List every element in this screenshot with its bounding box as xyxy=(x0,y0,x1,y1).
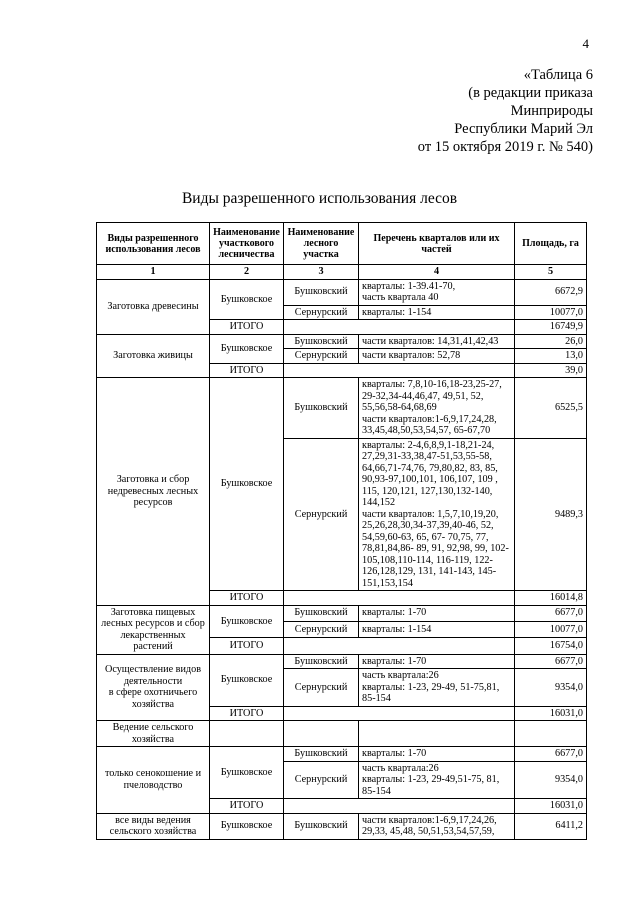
total-value: 16749,9 xyxy=(515,320,587,335)
total-value: 16014,8 xyxy=(515,591,587,606)
site-cell: Бушковский xyxy=(284,747,359,762)
use-type-cell: Ведение сельского хозяйства xyxy=(97,721,210,747)
site-cell: Бушковский xyxy=(284,334,359,349)
site-cell: Сернурский xyxy=(284,349,359,364)
total-value: 16031,0 xyxy=(515,799,587,814)
empty-cell xyxy=(515,721,587,747)
total-label: ИТОГО xyxy=(210,638,284,654)
forestry-cell: Бушковское xyxy=(210,747,284,799)
table-row xyxy=(97,813,587,839)
area-cell: 6677,0 xyxy=(515,747,587,762)
area-cell: 9354,0 xyxy=(515,761,587,799)
forestry-cell: Бушковское xyxy=(210,654,284,706)
column-number: 5 xyxy=(515,265,587,280)
column-header: Виды разрешенного использования лесов xyxy=(97,223,210,265)
total-empty xyxy=(284,799,515,814)
column-header: Перечень кварталов или их частей xyxy=(359,223,515,265)
forestry-cell: Бушковское xyxy=(210,813,284,839)
area-cell: 6677,0 xyxy=(515,605,587,621)
column-header: Наименование лесного участка xyxy=(284,223,359,265)
column-number: 4 xyxy=(359,265,515,280)
total-empty xyxy=(284,638,515,654)
header-line: Республики Марий Эл xyxy=(454,121,593,137)
table-row xyxy=(97,334,587,349)
area-cell: 6677,0 xyxy=(515,654,587,669)
site-cell: Бушковский xyxy=(284,654,359,669)
header-line: (в редакции приказа xyxy=(468,85,593,101)
agri-header-row xyxy=(97,721,587,747)
order-reference xyxy=(333,66,593,156)
forestry-cell: Бушковское xyxy=(210,334,284,363)
area-cell: 6411,2 xyxy=(515,813,587,839)
total-value: 16031,0 xyxy=(515,706,587,721)
forestry-cell: Бушковское xyxy=(210,378,284,591)
total-label: ИТОГО xyxy=(210,320,284,335)
area-cell: 10077,0 xyxy=(515,305,587,320)
total-label: ИТОГО xyxy=(210,706,284,721)
quarters-cell: части кварталов: 14,31,41,42,43 xyxy=(359,334,515,349)
column-number: 3 xyxy=(284,265,359,280)
total-empty xyxy=(284,706,515,721)
area-cell: 6525,5 xyxy=(515,378,587,439)
empty-cell xyxy=(284,721,359,747)
total-empty xyxy=(284,363,515,378)
forestry-cell: Бушковское xyxy=(210,605,284,638)
quarters-cell: кварталы: 1-70 xyxy=(359,654,515,669)
quarters-cell: кварталы: 7,8,10-16,18-23,25-27, 29-32,34-44,46,47, 49,51, 52, 55,56,58-64,68,69 части кварталов:1-6,9,17,24,28, 33,45,48,50,53,54,57, 65-67,70 xyxy=(359,378,515,439)
table-row xyxy=(97,654,587,669)
site-cell: Бушковский xyxy=(284,605,359,621)
total-label: ИТОГО xyxy=(210,799,284,814)
site-cell: Сернурский xyxy=(284,305,359,320)
total-empty xyxy=(284,591,515,606)
use-type-cell: все виды ведения сельского хозяйства xyxy=(97,813,210,839)
table-header-row xyxy=(97,223,587,265)
total-value: 39,0 xyxy=(515,363,587,378)
quarters-cell: кварталы: 1-154 xyxy=(359,621,515,637)
column-number: 2 xyxy=(210,265,284,280)
total-empty xyxy=(284,320,515,335)
site-cell: Бушковский xyxy=(284,813,359,839)
quarters-cell: кварталы: 1-70 xyxy=(359,605,515,621)
column-header: Площадь, га xyxy=(515,223,587,265)
site-cell: Сернурский xyxy=(284,761,359,799)
total-value: 16754,0 xyxy=(515,638,587,654)
column-number-row xyxy=(97,265,587,280)
use-type-cell: Заготовка живицы xyxy=(97,334,210,378)
quarters-cell: части кварталов:1-6,9,17,24,26, 29,33, 45,48, 50,51,53,54,57,59, xyxy=(359,813,515,839)
table-row xyxy=(97,605,587,621)
quarters-cell: кварталы: 1-70 xyxy=(359,747,515,762)
total-label: ИТОГО xyxy=(210,591,284,606)
use-type-cell: Заготовка древесины xyxy=(97,279,210,334)
page-number: 4 xyxy=(582,36,589,51)
header-line: от 15 октября 2019 г. № 540) xyxy=(417,139,593,155)
area-cell: 26,0 xyxy=(515,334,587,349)
total-label: ИТОГО xyxy=(210,363,284,378)
empty-cell xyxy=(210,721,284,747)
header-line: «Таблица 6 xyxy=(523,67,593,83)
site-cell: Бушковский xyxy=(284,279,359,305)
quarters-cell: кварталы: 1-154 xyxy=(359,305,515,320)
area-cell: 10077,0 xyxy=(515,621,587,637)
quarters-cell: кварталы: 1-39.41-70, часть квартала 40 xyxy=(359,279,515,305)
site-cell: Бушковский xyxy=(284,378,359,439)
quarters-cell: части кварталов: 52,78 xyxy=(359,349,515,364)
site-cell: Сернурский xyxy=(284,669,359,707)
site-cell: Сернурский xyxy=(284,621,359,637)
forest-use-table xyxy=(96,222,587,840)
column-header: Наименование участкового лесничества xyxy=(210,223,284,265)
table-row xyxy=(97,279,587,305)
area-cell: 9489,3 xyxy=(515,438,587,591)
quarters-cell: кварталы: 2-4,6,8,9,1-18,21-24, 27,29,31-33,38,47-51,53,55-58, 64,66,71-74,76, 79,80,82, 83, 85, 90,93-97,100,101, 106,107, 109 , 115, 120,121, 127,130,132-140, 144,152 части кварталов: 1,5,7,10,19,20, 25,26,28,30,34-37,39,40-46, 52, 54,59,60-63, 65, 67- 70,75, 77, 78,81,84,86- 89, 91, 92,98, 99, 102-105,108,110-114, 116-119, 122-126,128,129, 131, 141-143, 145-151,153,154 xyxy=(359,438,515,591)
table-row xyxy=(97,747,587,762)
site-cell: Сернурский xyxy=(284,438,359,591)
table-body xyxy=(97,279,587,839)
header-line: Минприроды xyxy=(510,103,593,119)
empty-cell xyxy=(359,721,515,747)
use-type-cell: Заготовка пищевых лесных ресурсов и сбор лекарственных растений xyxy=(97,605,210,654)
quarters-cell: часть квартала:26 кварталы: 1-23, 29-49,51-75, 81, 85-154 xyxy=(359,761,515,799)
document-title: Виды разрешенного использования лесов xyxy=(181,190,458,207)
area-cell: 6672,9 xyxy=(515,279,587,305)
area-cell: 13,0 xyxy=(515,349,587,364)
forestry-cell: Бушковское xyxy=(210,279,284,320)
quarters-cell: часть квартала:26 кварталы: 1-23, 29-49, 51-75,81, 85-154 xyxy=(359,669,515,707)
area-cell: 9354,0 xyxy=(515,669,587,707)
table-row xyxy=(97,378,587,439)
use-type-cell: Осуществление видов деятельности в сфере охотничьего хозяйства xyxy=(97,654,210,721)
use-type-cell: Заготовка и сбор недревесных лесных ресурсов xyxy=(97,378,210,606)
column-number: 1 xyxy=(97,265,210,280)
use-type-cell: только сенокошение и пчеловодство xyxy=(97,747,210,814)
